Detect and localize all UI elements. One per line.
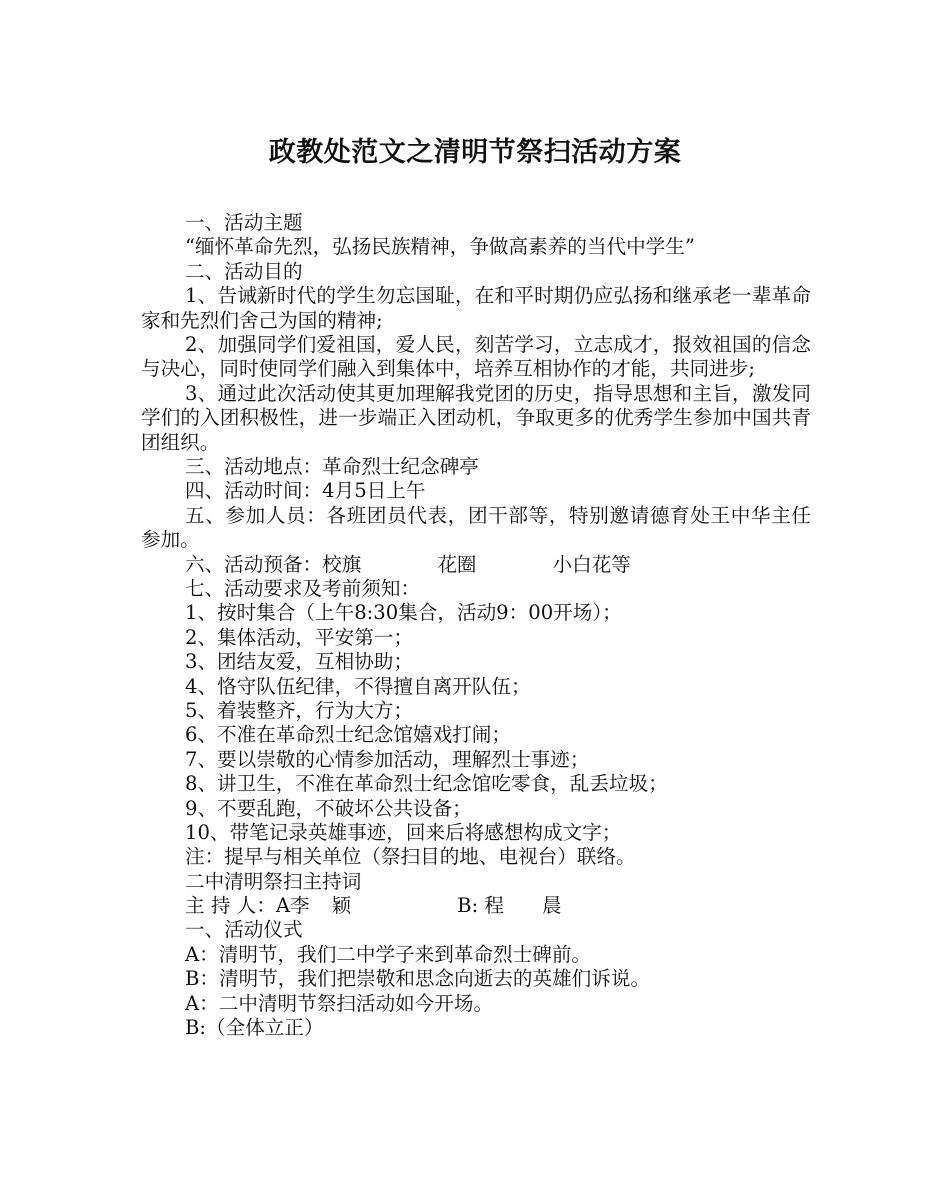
section-participants: 五、参加人员：各班团员代表，团干部等，特别邀请德育处王中华主任参加。 bbox=[141, 503, 811, 552]
requirement-item: 1、按时集合（上午8:30集合，活动9：00开场）； bbox=[185, 601, 622, 625]
requirement-item: 10、带笔记录英雄事迹，回来后将感想构成文字； bbox=[185, 820, 622, 844]
purpose-item-2: 2、加强同学们爱祖国，爱人民，刻苦学习，立志成才，报效祖国的信念与决心，同时使同学们融入到集体中，培养互相协作的才能，共同进步; bbox=[141, 332, 811, 381]
section-time: 四、活动时间：4月5日上午 bbox=[185, 479, 426, 503]
requirement-item: 7、要以崇敬的心情参加活动，理解烈士事迹； bbox=[185, 747, 590, 771]
document-body bbox=[141, 211, 811, 1040]
section-heading-theme: 一、活动主题 bbox=[185, 211, 303, 234]
ceremony-heading: 一、活动仪式 bbox=[185, 918, 303, 942]
preparation-item-wreath: 花圈 bbox=[437, 552, 477, 576]
requirement-item: 5、着装整齐，行为大方； bbox=[185, 698, 413, 722]
requirement-item: 4、恪守队伍纪律，不得擅自离开队伍； bbox=[185, 674, 531, 698]
requirement-item: 6、不准在革命烈士纪念馆嬉戏打闹； bbox=[185, 723, 511, 747]
host-line bbox=[141, 894, 811, 918]
section-heading-requirements: 七、活动要求及考前须知： bbox=[185, 577, 421, 600]
preparation-item-flowers: 小白花等 bbox=[552, 552, 631, 576]
requirement-item: 9、不要乱跑，不破坏公共设备； bbox=[185, 796, 472, 820]
host-a-name-end: 颖 bbox=[331, 894, 352, 918]
section-heading-purpose: 二、活动目的 bbox=[185, 259, 303, 283]
dialogue-line: A：清明节，我们二中学子来到革命烈士碑前。 bbox=[185, 942, 592, 966]
section-location: 三、活动地点：革命烈士纪念碑亭 bbox=[185, 455, 479, 479]
dialogue-line: A：二中清明节祭扫活动如今开场。 bbox=[185, 991, 494, 1015]
dialogue-line: B:（全体立正） bbox=[185, 1016, 324, 1040]
note-text: 注：提早与相关单位（祭扫目的地、电视台）联络。 bbox=[185, 845, 636, 869]
host-a-label: 主 持 人：A李 bbox=[185, 894, 310, 918]
host-b-name-end: 晨 bbox=[542, 894, 562, 918]
requirement-item: 8、讲卫生，不准在革命烈士纪念馆吃零食，乱丢垃圾； bbox=[185, 772, 668, 796]
section-preparation bbox=[141, 553, 811, 577]
purpose-item-3: 3、通过此次活动使其更加理解我党团的历史，指导思想和主旨，激发同学们的入团积极性，进一步端正入团动机，争取更多的优秀学生参加中国共青团组织。 bbox=[141, 381, 811, 454]
host-script-heading: 二中清明祭扫主持词 bbox=[185, 869, 362, 893]
document-title: 政教处范文之清明节祭扫活动方案 bbox=[268, 137, 682, 168]
host-b-label: B: 程 bbox=[457, 894, 504, 918]
dialogue-line: B：清明节，我们把崇敬和思念向逝去的英雄们诉说。 bbox=[185, 967, 651, 991]
preparation-label: 六、活动预备：校旗 bbox=[185, 552, 362, 576]
requirement-item: 3、团结友爱，互相协助； bbox=[185, 650, 413, 674]
requirement-item: 2、集体活动，平安第一； bbox=[185, 625, 413, 649]
theme-text: “缅怀革命先烈，弘扬民族精神，争做高素养的当代中学生” bbox=[185, 235, 695, 259]
purpose-item-1: 1、告诫新时代的学生勿忘国耻，在和平时期仍应弘扬和继承老一辈革命家和先烈们舍己为国的精神; bbox=[141, 284, 811, 332]
